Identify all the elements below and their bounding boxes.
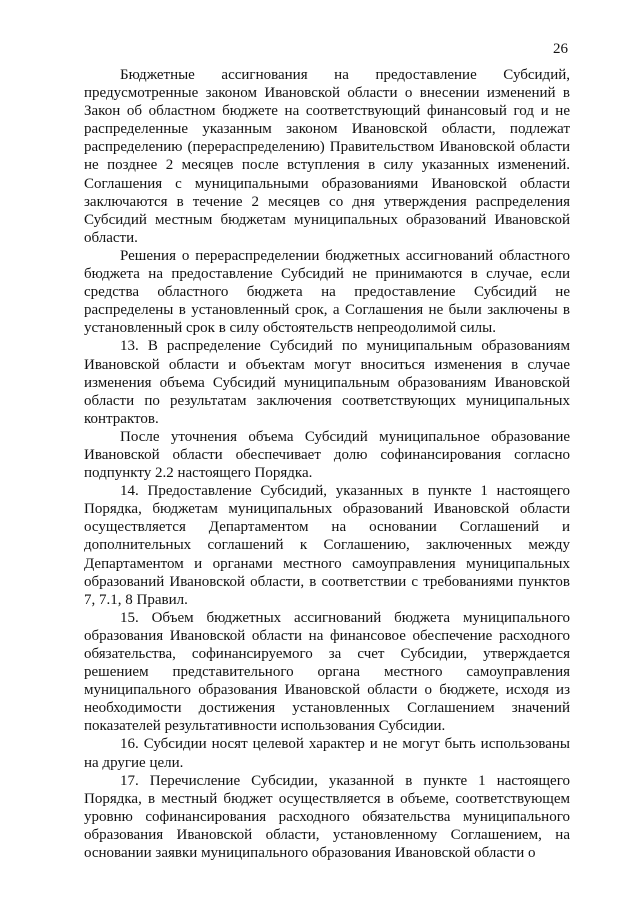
paragraph-cofinancing-share: После уточнения объема Субсидий муниципальное образование Ивановской области обеспечивает долю софинансирования согласно подпункту 2.2 настоящего Порядка. [84,428,570,482]
paragraph-item-16: 16. Субсидии носят целевой характер и не могут быть использованы на другие цели. [84,736,570,771]
paragraph-item-13: 13. В распределение Субсидий по муниципальным образованиям Ивановской области и объектам могут вноситься изменения в случае изменения объема Субсидий муниципальным образованиям Ивановской области по результатам заключения соответствующих муниципальных контрактов. [84,338,570,427]
paragraph-item-15: 15. Объем бюджетных ассигнований бюджета муниципального образования Ивановской области на финансовое обеспечение расходного обязательства, софинансируемого за счет Субсидии, утверждается решением представительного органа местного самоуправления муниципального образования Ивановской области о бюджете, исходя из необходимости достижения установленных Соглашением значений показателей результативности использования Субсидии. [84,609,570,735]
paragraph-redistribution-decisions: Решения о перераспределении бюджетных ассигнований областного бюджета на предоставление Субсидий не принимаются в случае, если средства областного бюджета на предоставление Субсидий не распределены в установленный срок, а Соглашения не были заключены в установленный срок в силу обстоятельств непреодолимой силы. [84,247,570,337]
paragraph-item-17: 17. Перечисление Субсидии, указанной в пункте 1 настоящего Порядка, в местный бюджет осуществляется в объеме, соответствующем уровню софинансирования расходного обязательства муниципального образования Ивановской области, установленному Соглашением, на основании заявки муниципального образования Ивановской области о [84,772,570,862]
paragraph-budget-allocations: Бюджетные ассигнования на предоставление Субсидий, предусмотренные законом Ивановской области о внесении изменений в Закон об областном бюджете на соответствующий финансовый год и не распределенные указанным законом Ивановской области, подлежат распределению (перераспределению) Правительством Ивановской области не позднее 2 месяцев после вступления в силу указанных изменений. Соглашения с муниципальными образованиями Ивановской области заключаются в течение 2 месяцев со дня утверждения распределения Субсидий местным бюджетам муниципальных образований Ивановской области. [84,67,570,246]
page-number: 26 [553,41,568,57]
paragraph-item-14: 14. Предоставление Субсидий, указанных в пункте 1 настоящего Порядка, бюджетам муниципальных образований Ивановской области осуществляется Департаментом на основании Соглашений и дополнительных соглашений к Соглашению, заключенных между Департаментом и органами местного самоуправления муниципальных образований Ивановской области, в соответствии с требованиями пунктов 7, 7.1, 8 Правил. [84,483,570,608]
document-body [84,66,570,862]
